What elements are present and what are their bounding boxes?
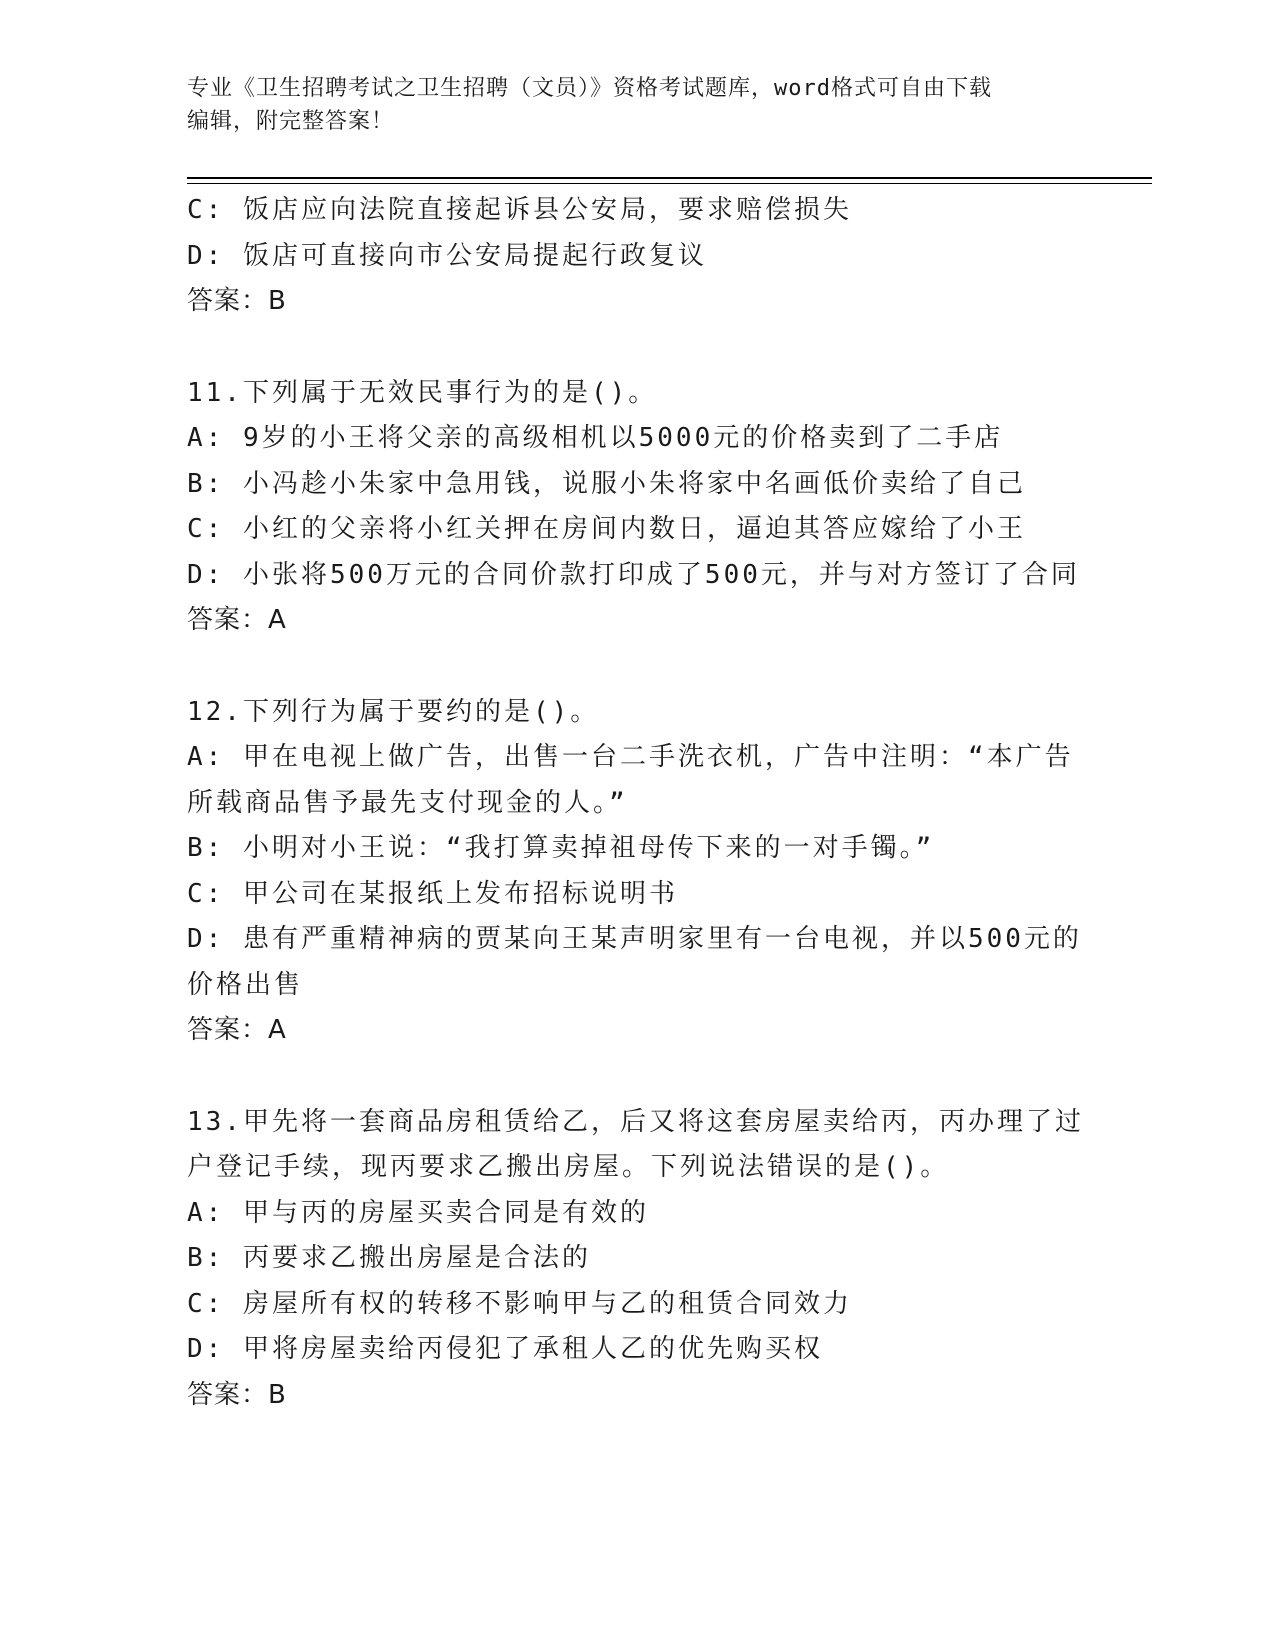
option-b: B: 小冯趁小朱家中急用钱，说服小朱将家中名画低价卖给了自己	[187, 468, 1026, 499]
option-c: C: 房屋所有权的转移不影响甲与乙的租赁合同效力	[187, 1288, 852, 1319]
answer: 答案：B	[187, 286, 287, 316]
answer: 答案：A	[187, 1015, 287, 1045]
question-stem-line-1: 13.甲先将一套商品房租赁给乙，后又将这套房屋卖给丙，丙办理了过	[187, 1106, 1084, 1137]
answer: 答案：A	[187, 605, 287, 635]
option-a: A: 甲与丙的房屋买卖合同是有效的	[187, 1197, 649, 1228]
option-a: A: 9岁的小王将父亲的高级相机以5000元的价格卖到了二手店	[187, 423, 1004, 453]
option-c: C: 甲公司在某报纸上发布招标说明书	[187, 878, 678, 909]
question-content	[187, 188, 1087, 1418]
question-stem: 12.下列行为属于要约的是()。	[187, 696, 600, 727]
answer: 答案：B	[187, 1379, 287, 1410]
option-d-line-1: D: 患有严重精神病的贾某向王某声明家里有一台电视，并以500元的	[187, 924, 1082, 954]
question-12	[187, 690, 1087, 1054]
previous-question-tail	[187, 188, 1087, 325]
option-d: D: 甲将房屋卖给丙侵犯了承租人乙的优先购买权	[187, 1334, 823, 1364]
option-d: D: 小张将500万元的合同价款打印成了500元，并与对方签订了合同	[187, 559, 1080, 590]
option-c: C: 小红的父亲将小红关押在房间内数日，逼迫其答应嫁给了小王	[187, 514, 1026, 544]
header-line-2: 编辑，附完整答案！	[187, 109, 395, 134]
option-b: B: 丙要求乙搬出房屋是合法的	[187, 1243, 591, 1273]
option-d-line-2: 价格出售	[187, 969, 304, 1000]
page-header	[187, 72, 1067, 138]
option-c: C: 饭店应向法院直接起诉县公安局，要求赔偿损失	[187, 195, 852, 225]
question-stem: 11.下列属于无效民事行为的是()。	[187, 377, 658, 408]
header-divider-thin	[187, 183, 1152, 184]
question-13	[187, 1100, 1087, 1419]
question-stem-line-2: 户登记手续，现丙要求乙搬出房屋。下列说法错误的是()。	[187, 1152, 950, 1182]
option-a-line-1: A: 甲在电视上做广告，出售一台二手洗衣机，广告中注明：“本广告	[187, 742, 1074, 772]
option-d: D: 饭店可直接向市公安局提起行政复议	[187, 240, 707, 271]
option-b: B: 小明对小王说：“我打算卖掉祖母传下来的一对手镯。”	[187, 833, 935, 863]
header-line-1: 专业《卫生招聘考试之卫生招聘（文员）》资格考试题库，word格式可自由下载	[187, 76, 992, 101]
question-11	[187, 371, 1087, 644]
header-divider-thick	[187, 177, 1152, 179]
option-a-line-2: 所载商品售予最先支付现金的人。”	[187, 787, 628, 818]
